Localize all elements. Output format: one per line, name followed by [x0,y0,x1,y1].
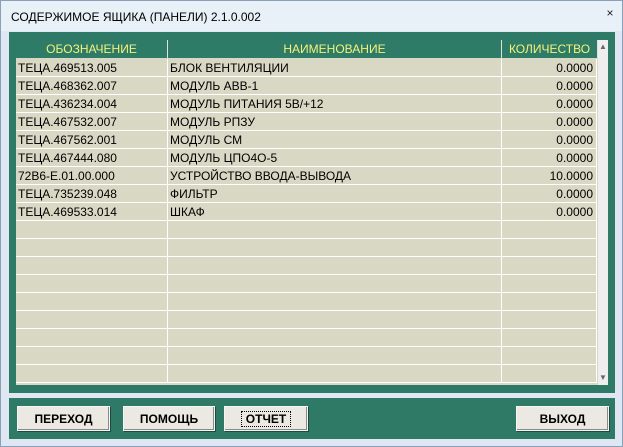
cell-quantity[interactable]: 10.0000 [502,167,597,185]
scroll-down-arrow-icon[interactable]: ▼ [599,373,607,382]
table-row[interactable] [16,203,597,221]
cell-name[interactable]: ШКАФ [168,203,502,221]
cell-designation[interactable]: ТЕЦА.467444.080 [16,149,168,167]
table-panel [9,32,615,393]
table-row[interactable] [16,257,597,275]
cell-name[interactable] [168,257,502,275]
window-title: СОДЕРЖИМОЕ ЯЩИКА (ПАНЕЛИ) 2.1.0.002 [11,10,261,24]
cell-designation[interactable]: ТЕЦА.469533.014 [16,203,168,221]
title-bar[interactable] [1,1,622,31]
report-button[interactable] [224,406,308,431]
close-icon[interactable]: × [606,6,614,20]
cell-designation[interactable] [16,257,168,275]
cell-quantity[interactable]: 0.0000 [502,59,597,77]
table-row[interactable] [16,77,597,95]
table-row[interactable] [16,293,597,311]
cell-designation[interactable]: 72В6-Е.01.00.000 [16,167,168,185]
cell-designation[interactable] [16,311,168,329]
column-header-designation[interactable]: ОБОЗНАЧЕНИЕ [16,40,168,58]
cell-name[interactable] [168,365,502,383]
scroll-up-arrow-icon[interactable]: ▲ [599,42,607,51]
table-row[interactable] [16,347,597,365]
cell-name[interactable] [168,221,502,239]
cell-name[interactable]: МОДУЛЬ ЦПО4О-5 [168,149,502,167]
cell-designation[interactable] [16,239,168,257]
cell-name[interactable]: МОДУЛЬ АВВ-1 [168,77,502,95]
cell-name[interactable] [168,239,502,257]
cell-name[interactable] [168,293,502,311]
table-row[interactable] [16,95,597,113]
exit-button[interactable] [516,406,609,431]
cell-designation[interactable]: ТЕЦА.467532.007 [16,113,168,131]
table-row[interactable] [16,329,597,347]
cell-designation[interactable] [16,347,168,365]
cell-name[interactable]: УСТРОЙСТВО ВВОДА-ВЫВОДА [168,167,502,185]
cell-designation[interactable]: ТЕЦА.469513.005 [16,59,168,77]
goto-button[interactable] [17,406,110,431]
table-row[interactable] [16,167,597,185]
cell-quantity[interactable]: 0.0000 [502,185,597,203]
cell-quantity[interactable] [502,221,597,239]
report-button-label: ОТЧЕТ [242,412,290,426]
cell-designation[interactable]: ТЕЦА.735239.048 [16,185,168,203]
goto-button-label: ПЕРЕХОД [34,412,93,426]
cell-name[interactable] [168,329,502,347]
table-row[interactable] [16,311,597,329]
cell-quantity[interactable]: 0.0000 [502,113,597,131]
cell-name[interactable]: БЛОК ВЕНТИЛЯЦИИ [168,59,502,77]
table-row[interactable] [16,221,597,239]
vertical-scrollbar[interactable] [598,40,608,385]
column-header-quantity[interactable]: КОЛИЧЕСТВО [502,40,598,58]
cell-quantity[interactable]: 0.0000 [502,131,597,149]
column-header-name[interactable]: НАИМЕНОВАНИЕ [168,40,502,58]
table-row[interactable] [16,59,597,77]
table-row[interactable] [16,275,597,293]
cell-name[interactable] [168,311,502,329]
cell-designation[interactable] [16,365,168,383]
cell-quantity[interactable] [502,311,597,329]
table-row[interactable] [16,239,597,257]
cell-designation[interactable]: ТЕЦА.467562.001 [16,131,168,149]
cell-designation[interactable] [16,221,168,239]
button-bar [9,398,615,439]
cell-name[interactable]: МОДУЛЬ СМ [168,131,502,149]
cell-quantity[interactable] [502,257,597,275]
cell-quantity[interactable] [502,365,597,383]
cell-designation[interactable]: ТЕЦА.436234.004 [16,95,168,113]
cell-name[interactable]: МОДУЛЬ ПИТАНИЯ 5В/+12 [168,95,502,113]
table-row[interactable] [16,365,597,383]
cell-name[interactable]: МОДУЛЬ РПЗУ [168,113,502,131]
cell-name[interactable] [168,347,502,365]
table-row[interactable] [16,131,597,149]
cell-quantity[interactable]: 0.0000 [502,95,597,113]
cell-quantity[interactable]: 0.0000 [502,203,597,221]
help-button-label: ПОМОЩЬ [139,412,199,426]
cell-name[interactable]: ФИЛЬТР [168,185,502,203]
table-row[interactable] [16,113,597,131]
cell-designation[interactable] [16,275,168,293]
cell-quantity[interactable]: 0.0000 [502,149,597,167]
cell-designation[interactable]: ТЕЦА.468362.007 [16,77,168,95]
table-row[interactable] [16,185,597,203]
contents-table [16,40,608,385]
table-row[interactable] [16,149,597,167]
cell-name[interactable] [168,275,502,293]
cell-quantity[interactable] [502,275,597,293]
cell-quantity[interactable]: 0.0000 [502,77,597,95]
cell-quantity[interactable] [502,347,597,365]
cell-designation[interactable] [16,293,168,311]
exit-button-label: ВЫХОД [539,412,586,426]
cell-designation[interactable] [16,329,168,347]
cell-quantity[interactable] [502,329,597,347]
cell-quantity[interactable] [502,293,597,311]
help-button[interactable] [123,406,215,431]
cell-quantity[interactable] [502,239,597,257]
